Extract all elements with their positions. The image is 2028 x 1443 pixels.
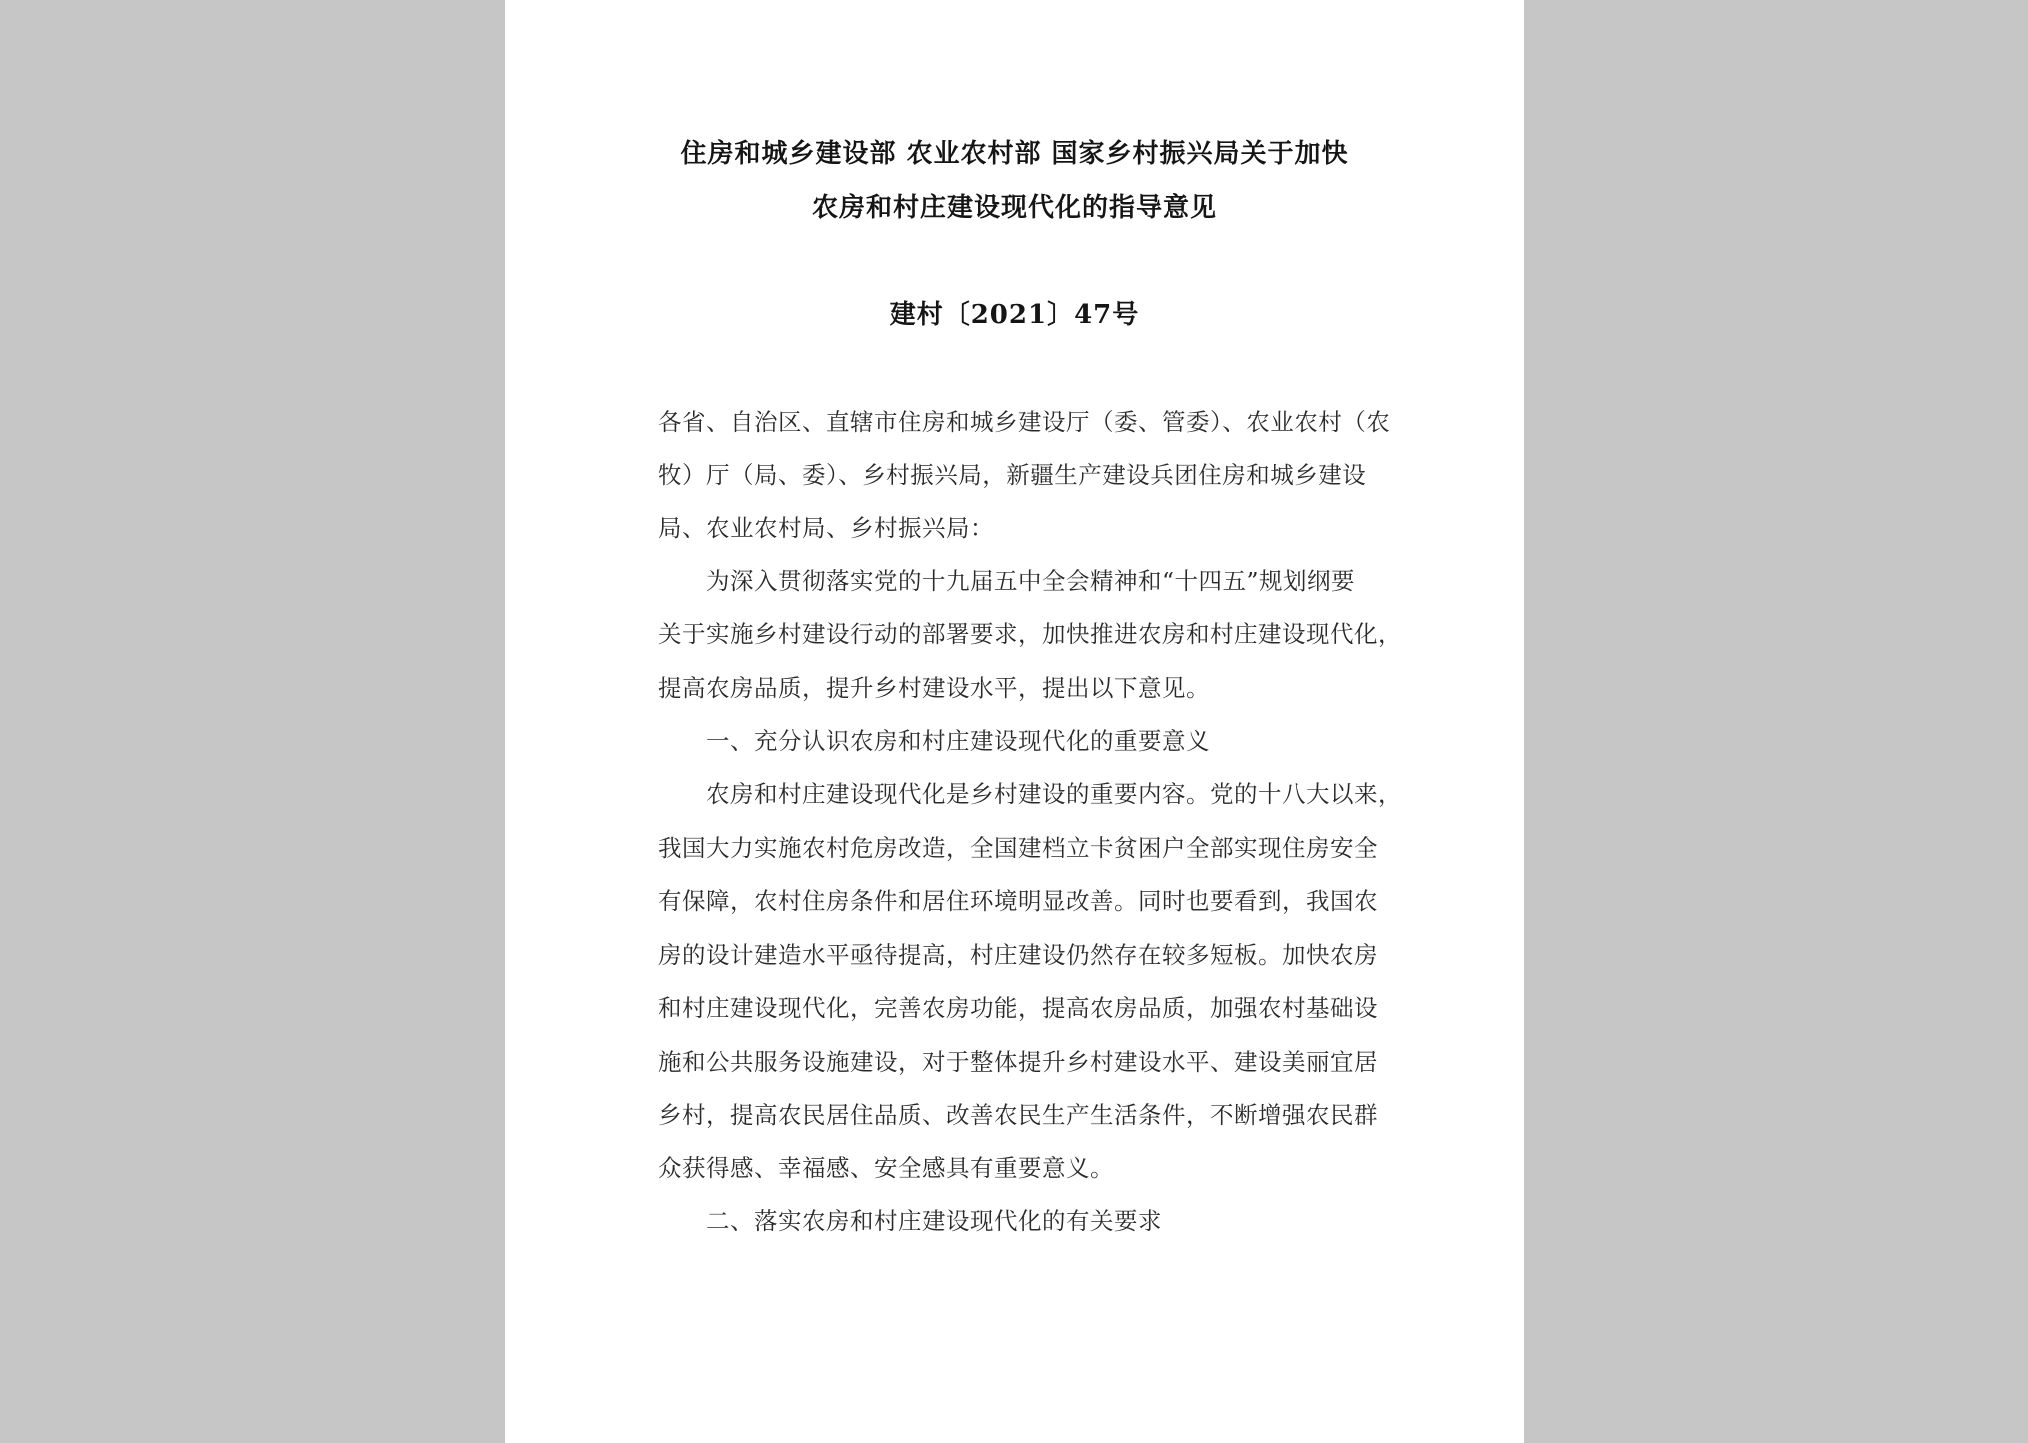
- body-line: 各省、自治区、直辖市住房和城乡建设厅（委、管委）、农业农村（农: [658, 408, 1391, 436]
- body-line: 局、农业农村局、乡村振兴局：: [658, 514, 994, 542]
- body-line: 乡村，提高农民居住品质、改善农民生产生活条件，不断增强农民群: [658, 1101, 1378, 1129]
- section-heading: 一、充分认识农房和村庄建设现代化的重要意义: [706, 727, 1210, 755]
- body-line: 我国大力实施农村危房改造，全国建档立卡贫困户全部实现住房安全: [658, 834, 1378, 862]
- document-page: [505, 0, 1524, 1443]
- body-line: 关于实施乡村建设行动的部署要求，加快推进农房和村庄建设现代化，: [658, 620, 1402, 648]
- body-line: 牧）厅（局、委）、乡村振兴局，新疆生产建设兵团住房和城乡建设: [658, 461, 1367, 489]
- section-heading: 二、落实农房和村庄建设现代化的有关要求: [706, 1207, 1162, 1235]
- body-line: 和村庄建设现代化，完善农房功能，提高农房品质，加强农村基础设: [658, 994, 1378, 1022]
- document-number: 建村〔2021〕47号: [889, 300, 1140, 330]
- body-line: 农房和村庄建设现代化是乡村建设的重要内容。党的十八大以来，: [706, 780, 1402, 808]
- body-line: 房的设计建造水平亟待提高，村庄建设仍然存在较多短板。加快农房: [658, 941, 1378, 969]
- document-title-line-1: 住房和城乡建设部 农业农村部 国家乡村振兴局关于加快: [680, 139, 1349, 169]
- document-title-line-2: 农房和村庄建设现代化的指导意见: [811, 193, 1217, 223]
- body-line: 提高农房品质，提升乡村建设水平，提出以下意见。: [658, 674, 1210, 702]
- body-line: 施和公共服务设施建设，对于整体提升乡村建设水平、建设美丽宜居: [658, 1048, 1378, 1076]
- body-line: 众获得感、幸福感、安全感具有重要意义。: [658, 1154, 1114, 1182]
- body-line: 为深入贯彻落实党的十九届五中全会精神和“十四五”规划纲要: [706, 567, 1356, 595]
- body-line: 有保障，农村住房条件和居住环境明显改善。同时也要看到，我国农: [658, 887, 1378, 915]
